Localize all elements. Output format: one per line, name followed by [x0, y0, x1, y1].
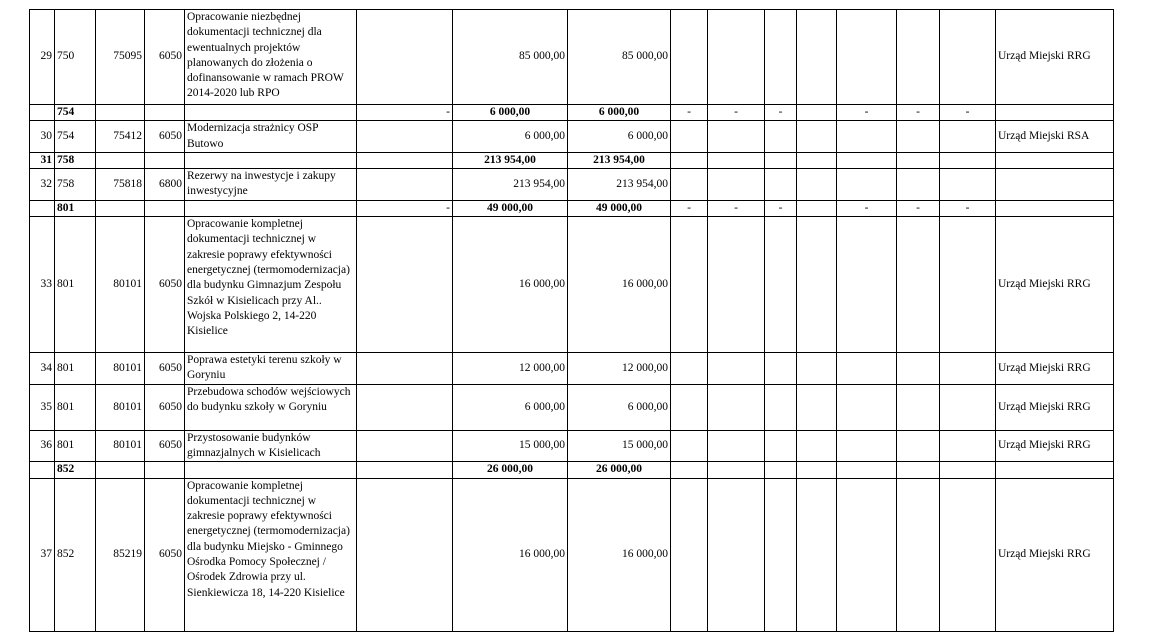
- empty-cell: [797, 384, 837, 430]
- dash-cell: -: [708, 200, 765, 216]
- dzial-cell: 758: [55, 152, 96, 168]
- empty-cell: [145, 462, 185, 478]
- empty-cell: [837, 10, 897, 105]
- empty-cell: [708, 217, 765, 353]
- empty-cell: [708, 169, 765, 201]
- paragraf-cell: 6050: [145, 384, 185, 430]
- section-total-row: [30, 152, 1114, 168]
- empty-cell: [940, 384, 996, 430]
- dash-cell: [708, 462, 765, 478]
- section-total-row: [30, 105, 1114, 121]
- dash-cell: -: [671, 105, 708, 121]
- empty-cell: [671, 10, 708, 105]
- unit-cell: Urząd Miejski RRG: [996, 353, 1114, 385]
- dash-cell: [897, 462, 940, 478]
- empty-cell: [940, 169, 996, 201]
- paragraf-cell: 6050: [145, 478, 185, 631]
- paragraf-cell: 6050: [145, 353, 185, 385]
- description-cell: Poprawa estetyki terenu szkoły w Goryniu: [185, 353, 357, 385]
- paragraf-cell: 6800: [145, 169, 185, 201]
- table-row: [30, 478, 1114, 631]
- empty-cell: [940, 430, 996, 462]
- unit-cell: Urząd Miejski RRG: [996, 10, 1114, 105]
- amount-cell: 15 000,00: [568, 430, 671, 462]
- amount-cell: [357, 462, 453, 478]
- empty-cell: [708, 121, 765, 153]
- total-cell: 26 000,00: [453, 462, 568, 478]
- unit-cell: Urząd Miejski RRG: [996, 384, 1114, 430]
- amount-cell: 16 000,00: [568, 217, 671, 353]
- empty-cell: [996, 462, 1114, 478]
- total-cell: 6 000,00: [453, 105, 568, 121]
- empty-cell: [185, 462, 357, 478]
- empty-cell: [765, 353, 797, 385]
- lp-cell: 31: [30, 152, 55, 168]
- empty-cell: [357, 10, 453, 105]
- paragraf-cell: 6050: [145, 430, 185, 462]
- dash-cell: -: [837, 200, 897, 216]
- empty-cell: [797, 169, 837, 201]
- rozdzial-cell: 80101: [96, 384, 145, 430]
- description-cell: Rezerwy na inwestycje i zakupy inwestycyjne: [185, 169, 357, 201]
- lp-cell: 37: [30, 478, 55, 631]
- empty-cell: [797, 353, 837, 385]
- empty-cell: [708, 384, 765, 430]
- empty-cell: [765, 121, 797, 153]
- amount-cell: 12 000,00: [453, 353, 568, 385]
- empty-cell: [797, 10, 837, 105]
- dzial-cell: 801: [55, 353, 96, 385]
- dash-cell: -: [940, 105, 996, 121]
- empty-cell: [671, 169, 708, 201]
- amount-cell: 16 000,00: [568, 478, 671, 631]
- dzial-cell: 754: [55, 121, 96, 153]
- empty-cell: [996, 105, 1114, 121]
- unit-cell: Urząd Miejski RRG: [996, 217, 1114, 353]
- unit-cell: Urząd Miejski RRG: [996, 478, 1114, 631]
- dzial-cell: 754: [55, 105, 96, 121]
- empty-cell: [897, 478, 940, 631]
- lp-cell: [30, 462, 55, 478]
- dzial-cell: 852: [55, 478, 96, 631]
- amount-cell: 6 000,00: [568, 121, 671, 153]
- lp-cell: 32: [30, 169, 55, 201]
- dzial-cell: 801: [55, 430, 96, 462]
- empty-cell: [708, 10, 765, 105]
- table-row: [30, 121, 1114, 153]
- empty-cell: [797, 430, 837, 462]
- empty-cell: [940, 353, 996, 385]
- rozdzial-cell: 75818: [96, 169, 145, 201]
- amount-cell: -: [357, 105, 453, 121]
- dzial-cell: 801: [55, 217, 96, 353]
- empty-cell: [765, 384, 797, 430]
- empty-cell: [940, 10, 996, 105]
- section-total-row: [30, 462, 1114, 478]
- empty-cell: [837, 430, 897, 462]
- dash-cell: [897, 152, 940, 168]
- empty-cell: [996, 200, 1114, 216]
- description-cell: Przebudowa schodów wejściowych do budynku szkoły w Goryniu: [185, 384, 357, 430]
- dzial-cell: 750: [55, 10, 96, 105]
- total-cell: 26 000,00: [568, 462, 671, 478]
- dzial-cell: 758: [55, 169, 96, 201]
- empty-cell: [185, 200, 357, 216]
- empty-cell: [797, 478, 837, 631]
- description-cell: Opracowanie kompletnej dokumentacji technicznej w zakresie poprawy efektywności energetycznej (termomodernizacja) dla budynku Gimnazjum Zespołu Szkół w Kisielicach przy Al.. Wojska Polskiego 2, 14-220 Kisielice: [185, 217, 357, 353]
- empty-cell: [940, 121, 996, 153]
- amount-cell: 16 000,00: [453, 217, 568, 353]
- empty-cell: [897, 353, 940, 385]
- empty-cell: [671, 353, 708, 385]
- empty-cell: [671, 430, 708, 462]
- empty-cell: [837, 384, 897, 430]
- lp-cell: [30, 200, 55, 216]
- lp-cell: 33: [30, 217, 55, 353]
- empty-cell: [797, 152, 837, 168]
- empty-cell: [837, 478, 897, 631]
- empty-cell: [708, 430, 765, 462]
- empty-cell: [765, 430, 797, 462]
- empty-cell: [940, 217, 996, 353]
- empty-cell: [765, 478, 797, 631]
- dash-cell: -: [708, 105, 765, 121]
- amount-cell: 6 000,00: [453, 384, 568, 430]
- empty-cell: [671, 121, 708, 153]
- rozdzial-cell: 80101: [96, 430, 145, 462]
- empty-cell: [940, 478, 996, 631]
- empty-cell: [996, 152, 1114, 168]
- amount-cell: 213 954,00: [453, 169, 568, 201]
- amount-cell: 213 954,00: [568, 169, 671, 201]
- lp-cell: 34: [30, 353, 55, 385]
- dash-cell: [671, 462, 708, 478]
- empty-cell: [837, 217, 897, 353]
- empty-cell: [145, 152, 185, 168]
- empty-cell: [797, 462, 837, 478]
- table-body: [30, 10, 1114, 632]
- empty-cell: [185, 105, 357, 121]
- empty-cell: [185, 152, 357, 168]
- budget-table: [29, 9, 1114, 632]
- description-cell: Opracowanie kompletnej dokumentacji technicznej w zakresie poprawy efektywności energetycznej (termomodernizacja) dla budynku Miejsko - Gminnego Ośrodka Pomocy Społecznej / Ośrodek Zdrowia przy ul. Sienkiewicza 18, 14-220 Kisielice: [185, 478, 357, 631]
- amount-cell: 15 000,00: [453, 430, 568, 462]
- empty-cell: [671, 217, 708, 353]
- empty-cell: [797, 121, 837, 153]
- empty-cell: [671, 478, 708, 631]
- empty-cell: [797, 217, 837, 353]
- empty-cell: [897, 169, 940, 201]
- empty-cell: [765, 217, 797, 353]
- lp-cell: 30: [30, 121, 55, 153]
- unit-cell: Urząd Miejski RRG: [996, 430, 1114, 462]
- dzial-cell: 852: [55, 462, 96, 478]
- dash-cell: -: [837, 105, 897, 121]
- total-cell: 6 000,00: [568, 105, 671, 121]
- amount-cell: [357, 152, 453, 168]
- empty-cell: [837, 169, 897, 201]
- amount-cell: 85 000,00: [568, 10, 671, 105]
- empty-cell: [145, 105, 185, 121]
- unit-cell: [996, 169, 1114, 201]
- table-row: [30, 169, 1114, 201]
- total-cell: 49 000,00: [453, 200, 568, 216]
- empty-cell: [897, 121, 940, 153]
- table-row: [30, 430, 1114, 462]
- empty-cell: [357, 121, 453, 153]
- empty-cell: [96, 105, 145, 121]
- dash-cell: [837, 462, 897, 478]
- dash-cell: -: [765, 200, 797, 216]
- empty-cell: [897, 10, 940, 105]
- paragraf-cell: 6050: [145, 217, 185, 353]
- amount-cell: 6 000,00: [453, 121, 568, 153]
- total-cell: 49 000,00: [568, 200, 671, 216]
- empty-cell: [357, 353, 453, 385]
- empty-cell: [797, 200, 837, 216]
- empty-cell: [145, 200, 185, 216]
- table-row: [30, 10, 1114, 105]
- lp-cell: 36: [30, 430, 55, 462]
- empty-cell: [671, 384, 708, 430]
- empty-cell: [897, 384, 940, 430]
- empty-cell: [797, 105, 837, 121]
- amount-cell: 6 000,00: [568, 384, 671, 430]
- empty-cell: [897, 430, 940, 462]
- paragraf-cell: 6050: [145, 121, 185, 153]
- empty-cell: [96, 200, 145, 216]
- rozdzial-cell: 85219: [96, 478, 145, 631]
- lp-cell: 35: [30, 384, 55, 430]
- amount-cell: 16 000,00: [453, 478, 568, 631]
- amount-cell: 12 000,00: [568, 353, 671, 385]
- dzial-cell: 801: [55, 384, 96, 430]
- rozdzial-cell: 80101: [96, 217, 145, 353]
- dash-cell: -: [671, 200, 708, 216]
- rozdzial-cell: 75095: [96, 10, 145, 105]
- empty-cell: [765, 169, 797, 201]
- dash-cell: [765, 462, 797, 478]
- empty-cell: [837, 121, 897, 153]
- empty-cell: [96, 462, 145, 478]
- empty-cell: [765, 10, 797, 105]
- dash-cell: [940, 152, 996, 168]
- dzial-cell: 801: [55, 200, 96, 216]
- lp-cell: 29: [30, 10, 55, 105]
- amount-cell: -: [357, 200, 453, 216]
- unit-cell: Urząd Miejski RSA: [996, 121, 1114, 153]
- empty-cell: [708, 353, 765, 385]
- dash-cell: [765, 152, 797, 168]
- table-row: [30, 384, 1114, 430]
- empty-cell: [708, 478, 765, 631]
- amount-cell: 85 000,00: [453, 10, 568, 105]
- dash-cell: -: [897, 200, 940, 216]
- description-cell: Przystosowanie budynków gimnazjalnych w Kisielicach: [185, 430, 357, 462]
- rozdzial-cell: 80101: [96, 353, 145, 385]
- dash-cell: [708, 152, 765, 168]
- total-cell: 213 954,00: [568, 152, 671, 168]
- dash-cell: -: [897, 105, 940, 121]
- dash-cell: [940, 462, 996, 478]
- dash-cell: -: [940, 200, 996, 216]
- rozdzial-cell: 75412: [96, 121, 145, 153]
- table-row: [30, 217, 1114, 353]
- description-cell: Opracowanie niezbędnej dokumentacji technicznej dla ewentualnych projektów planowanych do złożenia o dofinansowanie w ramach PROW 2014-2020 lub RPO: [185, 10, 357, 105]
- dash-cell: [671, 152, 708, 168]
- lp-cell: [30, 105, 55, 121]
- dash-cell: [837, 152, 897, 168]
- empty-cell: [357, 430, 453, 462]
- paragraf-cell: 6050: [145, 10, 185, 105]
- empty-cell: [357, 384, 453, 430]
- empty-cell: [357, 169, 453, 201]
- section-total-row: [30, 200, 1114, 216]
- table-row: [30, 353, 1114, 385]
- total-cell: 213 954,00: [453, 152, 568, 168]
- dash-cell: -: [765, 105, 797, 121]
- description-cell: Modernizacja strażnicy OSP Butowo: [185, 121, 357, 153]
- empty-cell: [897, 217, 940, 353]
- empty-cell: [357, 478, 453, 631]
- empty-cell: [837, 353, 897, 385]
- empty-cell: [96, 152, 145, 168]
- empty-cell: [357, 217, 453, 353]
